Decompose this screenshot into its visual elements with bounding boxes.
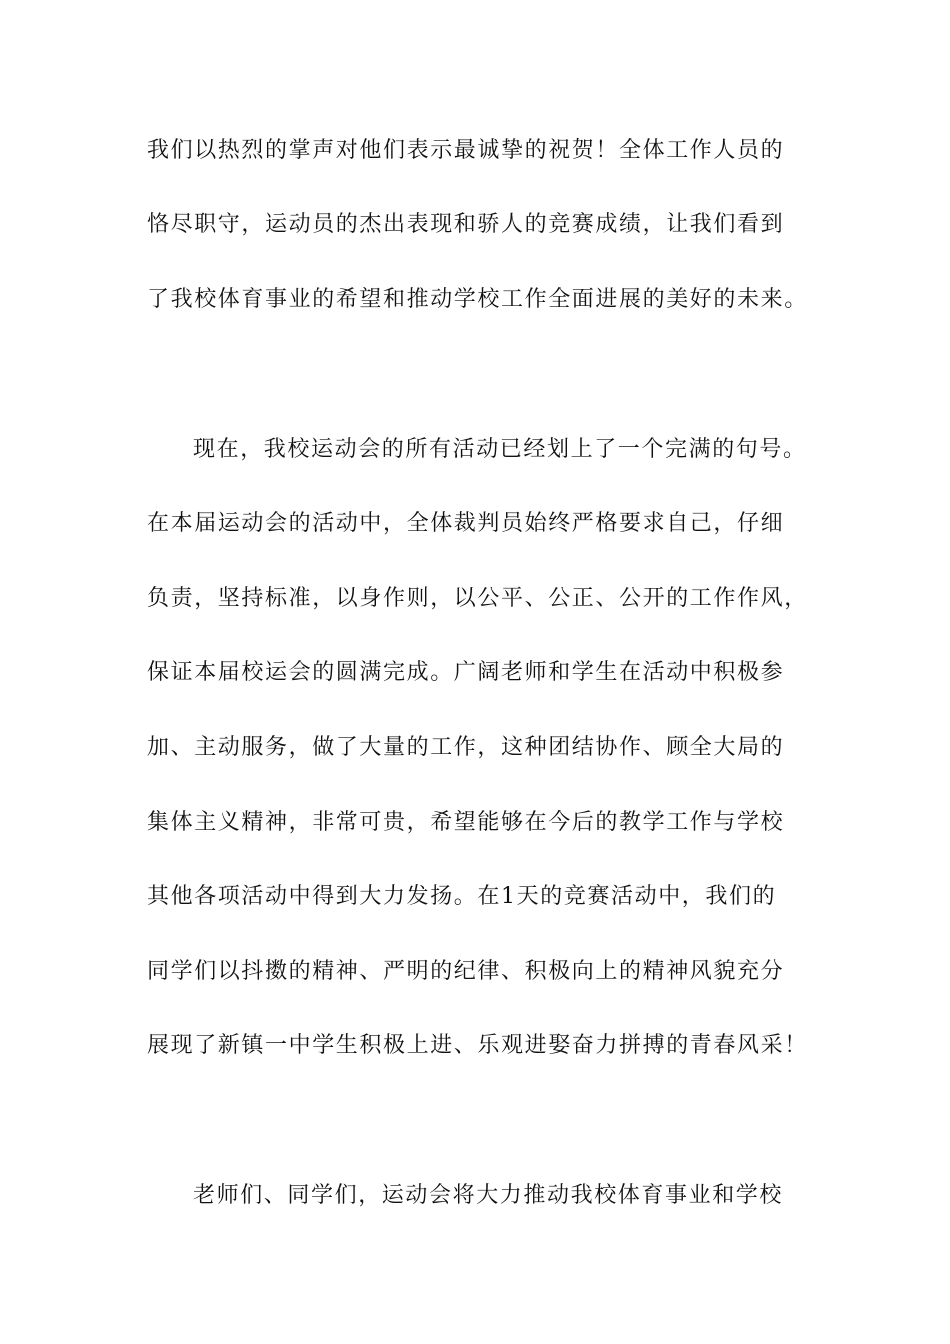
paragraph-3-line-1: 老师们、同学们，运动会将大力推动我校体育事业和学校 xyxy=(193,1183,784,1208)
paragraph-2-line-9: 展现了新镇一中学生积极上进、乐观进娶奋力拼搏的青春风采！ xyxy=(147,1033,808,1058)
paragraph-1-line-3: 了我校体育事业的希望和推动学校工作全面进展的美好的未来。 xyxy=(147,287,808,312)
paragraph-2-line-2: 在本届运动会的活动中，全体裁判员始终严格要求自己，仔细 xyxy=(147,511,785,536)
paragraph-2-line-8: 同学们以抖擞的精神、严明的纪律、积极向上的精神风貌充分 xyxy=(147,959,785,984)
paragraph-2-line-6: 集体主义精神，非常可贵，希望能够在今后的教学工作与学校 xyxy=(147,810,785,835)
paragraph-1-line-1: 我们以热烈的掌声对他们表示最诚挚的祝贺！全体工作人员的 xyxy=(147,138,785,163)
paragraph-2-line-5: 加、主动服务，做了大量的工作，这种团结协作、顾全大局的 xyxy=(147,735,785,760)
paragraph-1-line-2: 恪尽职守，运动员的杰出表现和骄人的竞赛成绩，让我们看到 xyxy=(147,212,785,237)
paragraph-2-line-7: 其他各项活动中得到大力发扬。在1天的竞赛活动中，我们的 xyxy=(147,884,777,909)
paragraph-2-line-4: 保证本届校运会的圆满完成。广阔老师和学生在活动中积极参 xyxy=(147,660,785,685)
paragraph-2-line-3: 负责，坚持标准，以身作则，以公平、公正、公开的工作作风， xyxy=(147,586,808,611)
paragraph-2-line-1: 现在，我校运动会的所有活动已经划上了一个完满的句号。 xyxy=(193,437,807,462)
